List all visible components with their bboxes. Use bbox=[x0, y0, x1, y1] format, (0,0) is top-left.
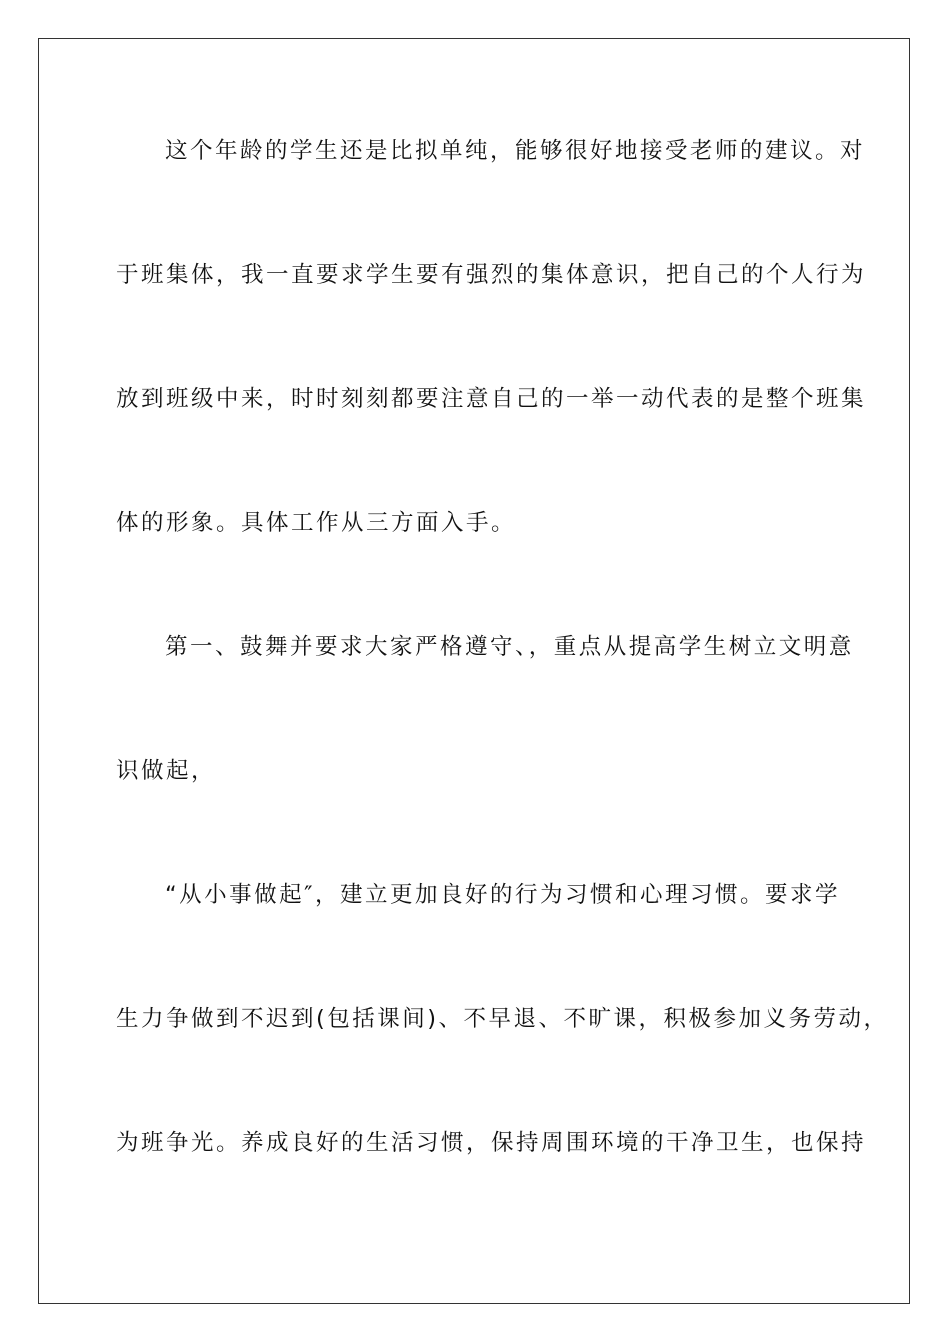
paragraph-line: 这个年龄的学生还是比拟单纯，能够很好地接受老师的建议。对 bbox=[165, 138, 866, 164]
page-border bbox=[38, 38, 910, 1304]
paragraph-line: 生力争做到不迟到(包括课间)、不早退、不旷课，积极参加义务劳动， bbox=[116, 1006, 889, 1032]
paragraph-line: 为班争光。养成良好的生活习惯，保持周围环境的干净卫生，也保持 bbox=[116, 1130, 867, 1156]
paragraph-line: 于班集体，我一直要求学生要有强烈的集体意识，把自己的个人行为 bbox=[116, 262, 867, 288]
paragraph-line: 识做起， bbox=[116, 758, 217, 784]
paragraph-line: 第一、鼓舞并要求大家严格遵守、，重点从提高学生树立文明意 bbox=[165, 634, 854, 660]
paragraph-line: 体的形象。具体工作从三方面入手。 bbox=[116, 510, 517, 536]
paragraph-line: “从小事做起″，建立更加良好的行为习惯和心理习惯。要求学 bbox=[165, 882, 841, 908]
paragraph-line: 放到班级中来，时时刻刻都要注意自己的一举一动代表的是整个班集 bbox=[116, 386, 867, 412]
